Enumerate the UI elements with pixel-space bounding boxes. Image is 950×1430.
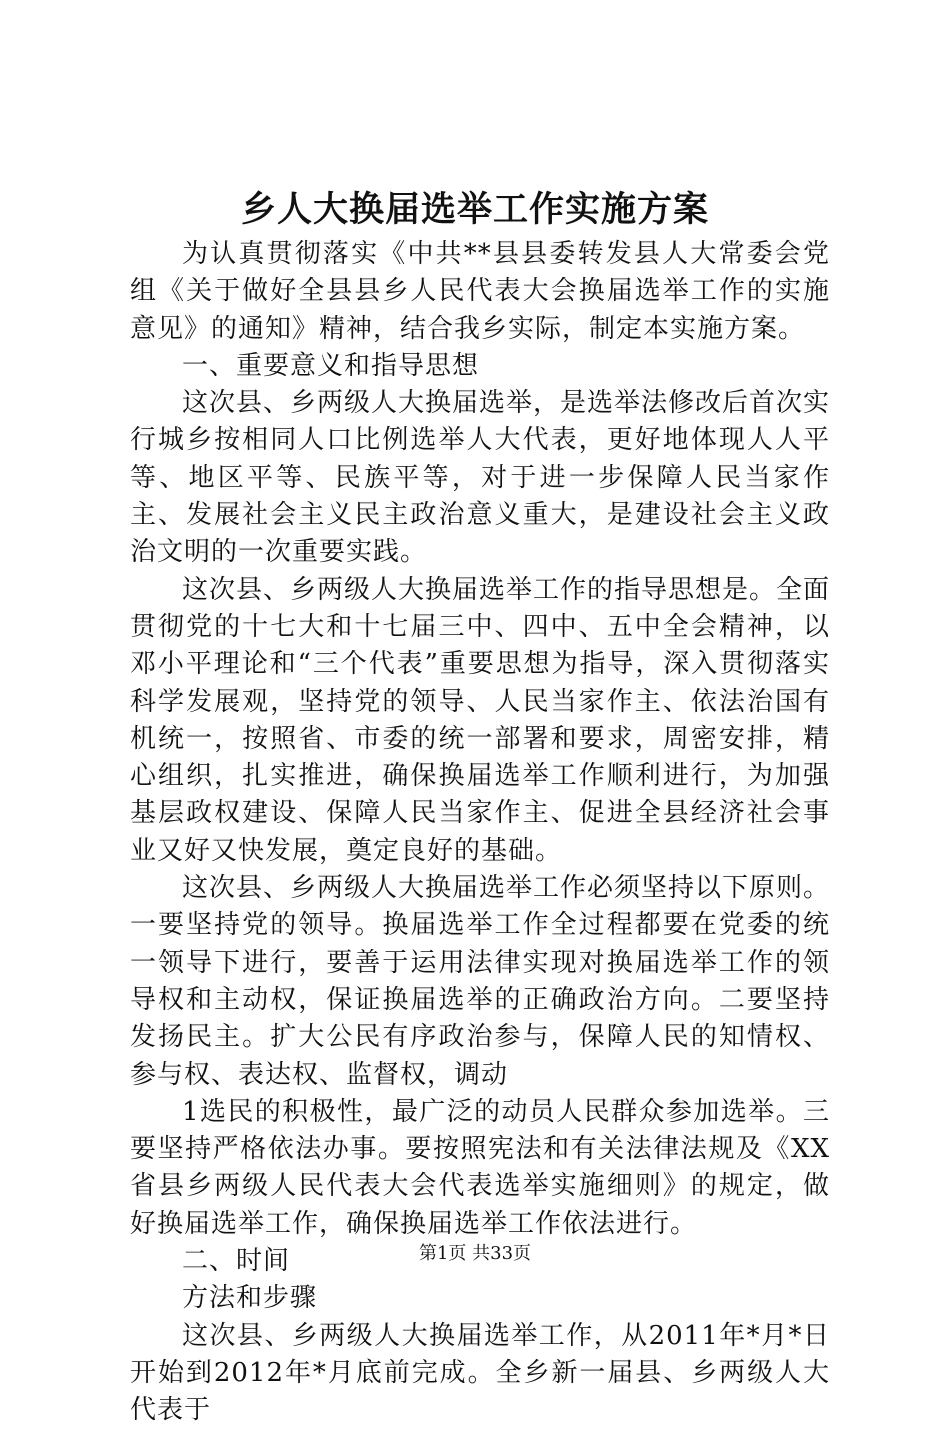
section-heading-significance: 一、重要意义和指导思想: [182, 350, 480, 381]
paragraph-significance: 这次县、乡两级人大换届选举，是选举法修改后首次实行城乡按相同人口比例选举人大代表，更好地体现人人平等、地区平等、民族平等，对于进一步保障人民当家作主、发展社会主义民主政治意义重大，是建设社会主义政治文明的一次重要实践。: [130, 388, 831, 568]
document-title: 乡人大换届选举工作实施方案: [240, 189, 709, 230]
section-heading-time: 二、时间: [182, 1246, 291, 1277]
paragraph-guiding-ideology: 这次县、乡两级人大换届选举工作的指导思想是。全面贯彻党的十七大和十七届三中、四中、五中全会精神，以邓小平理论和“三个代表”重要思想为指导，深入贯彻落实科学发展观，坚持党的领导、人民当家作主、依法治国有机统一，按照省、市委的统一部署和要求，周密安排，精心组织，扎实推进，确保换届选举工作顺利进行，为加强基层政权建设、保障人民当家作主、促进全县经济社会事业又好又快发展，奠定良好的基础。: [130, 574, 831, 866]
paragraph-schedule: 这次县、乡两级人大换届选举工作，从2011年*月*日开始到2012年*月底前完成。全乡新一届县、乡两级人大代表于: [130, 1320, 830, 1426]
paragraph-principles: 这次县、乡两级人大换届选举工作必须坚持以下原则。一要坚持党的领导。换届选举工作全过程都要在党委的统一领导下进行，要善于运用法律实现对换届选举工作的领导权和主动权，保证换届选举的正确政治方向。二要坚持发扬民主。扩大公民有序政治参与，保障人民的知情权、参与权、表达权、监督权，调动: [130, 873, 831, 1090]
page-number-footer: 第1页 共33页: [418, 1243, 532, 1264]
paragraph-principles-continued: 1选民的积极性，最广泛的动员人民群众参加选举。三要坚持严格依法办事。要按照宪法和有关法律法规及《XX省县乡两级人民代表大会代表选举实施细则》的规定，做好换届选举工作，确保换届选举工作依法进行。: [130, 1096, 830, 1239]
intro-paragraph: 为认真贯彻落实《中共**县县委转发县人大常委会党组《关于做好全县县乡人民代表大会换届选举工作的实施意见》的通知》精神，结合我乡实际，制定本实施方案。: [130, 239, 830, 344]
section-heading-methods: 方法和步骤: [182, 1283, 318, 1314]
